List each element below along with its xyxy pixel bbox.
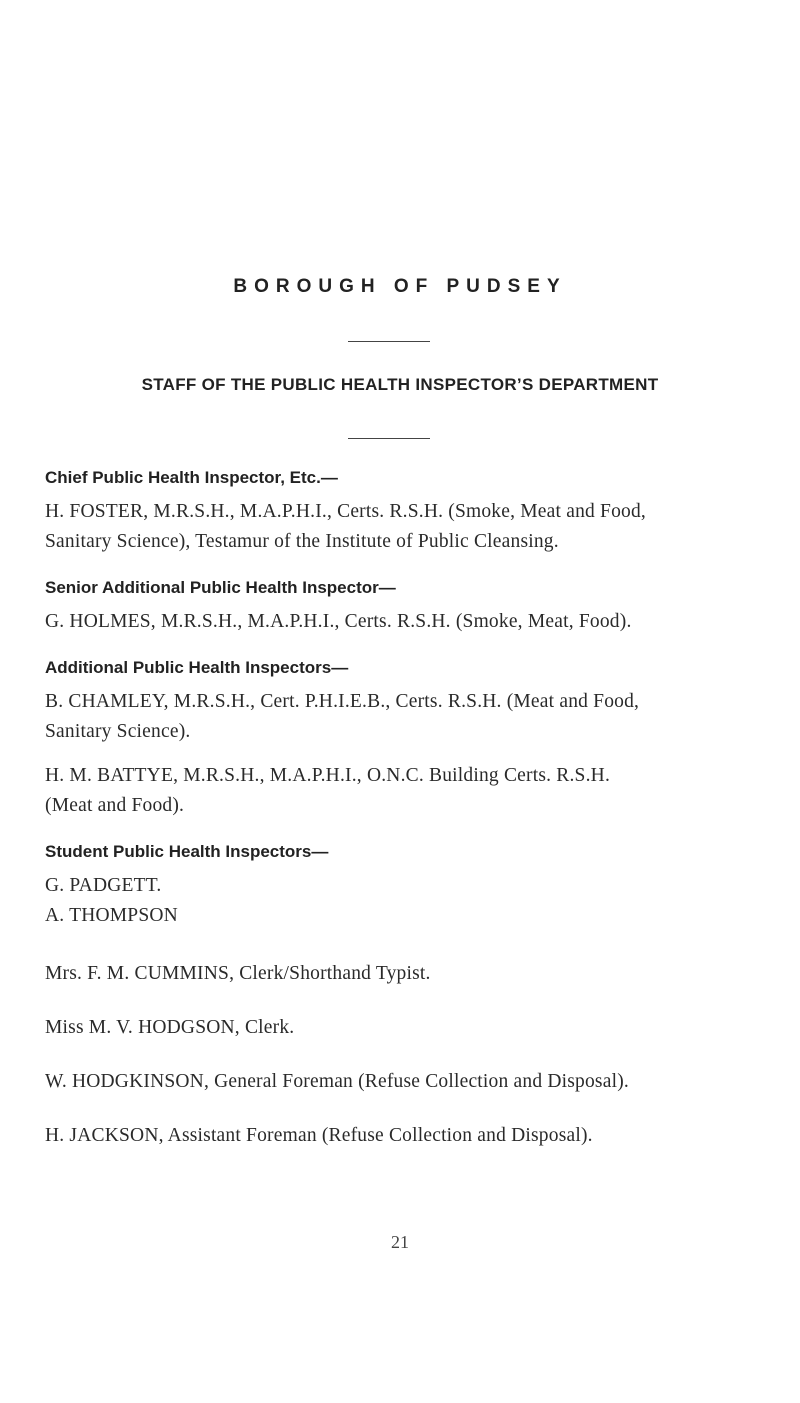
additional-inspectors-section [45, 657, 765, 821]
student-inspectors-heading: Student Public Health Inspectors— [45, 842, 329, 861]
senior-inspector-section [45, 577, 765, 637]
additional-inspector-1-line-2: Sanitary Science). [45, 721, 191, 742]
chief-inspector-entry-line-2: Sanitary Science), Testamur of the Institute of Public Cleansing. [45, 531, 559, 552]
other-staff-1: Mrs. F. M. CUMMINS, Clerk/Shorthand Typist. [45, 963, 431, 984]
staff-list [45, 467, 765, 1175]
additional-inspectors-heading: Additional Public Health Inspectors— [45, 658, 349, 677]
additional-inspector-2-line-1: H. M. BATTYE, M.R.S.H., M.A.P.H.I., O.N.C. Building Certs. R.S.H. [45, 765, 611, 786]
senior-inspector-entry: G. HOLMES, M.R.S.H., M.A.P.H.I., Certs. R.S.H. (Smoke, Meat, Food). [45, 611, 632, 632]
chief-inspector-heading: Chief Public Health Inspector, Etc.— [45, 468, 338, 487]
student-inspector-2: A. THOMPSON [45, 905, 178, 926]
page-number: 21 [391, 1232, 409, 1252]
chief-inspector-section [45, 467, 765, 557]
other-staff-4: H. JACKSON, Assistant Foreman (Refuse Collection and Disposal). [45, 1125, 593, 1146]
title-divider-top [348, 341, 430, 342]
title-divider-bottom [348, 438, 430, 439]
chief-inspector-entry-line-1: H. FOSTER, M.R.S.H., M.A.P.H.I., Certs. R.S.H. (Smoke, Meat and Food, [45, 501, 647, 522]
borough-title: BOROUGH OF PUDSEY [233, 276, 567, 297]
senior-inspector-heading: Senior Additional Public Health Inspector— [45, 578, 396, 597]
other-staff-3: W. HODGKINSON, General Foreman (Refuse Collection and Disposal). [45, 1071, 629, 1092]
additional-inspector-2-line-2: (Meat and Food). [45, 795, 185, 816]
department-title: STAFF OF THE PUBLIC HEALTH INSPECTOR’S DEPARTMENT [141, 375, 659, 394]
student-inspectors-section [45, 841, 765, 931]
student-inspector-1: G. PADGETT. [45, 875, 162, 896]
other-staff-2: Miss M. V. HODGSON, Clerk. [45, 1017, 295, 1038]
additional-inspector-1-line-1: B. CHAMLEY, M.R.S.H., Cert. P.H.I.E.B., Certs. R.S.H. (Meat and Food, [45, 691, 640, 712]
